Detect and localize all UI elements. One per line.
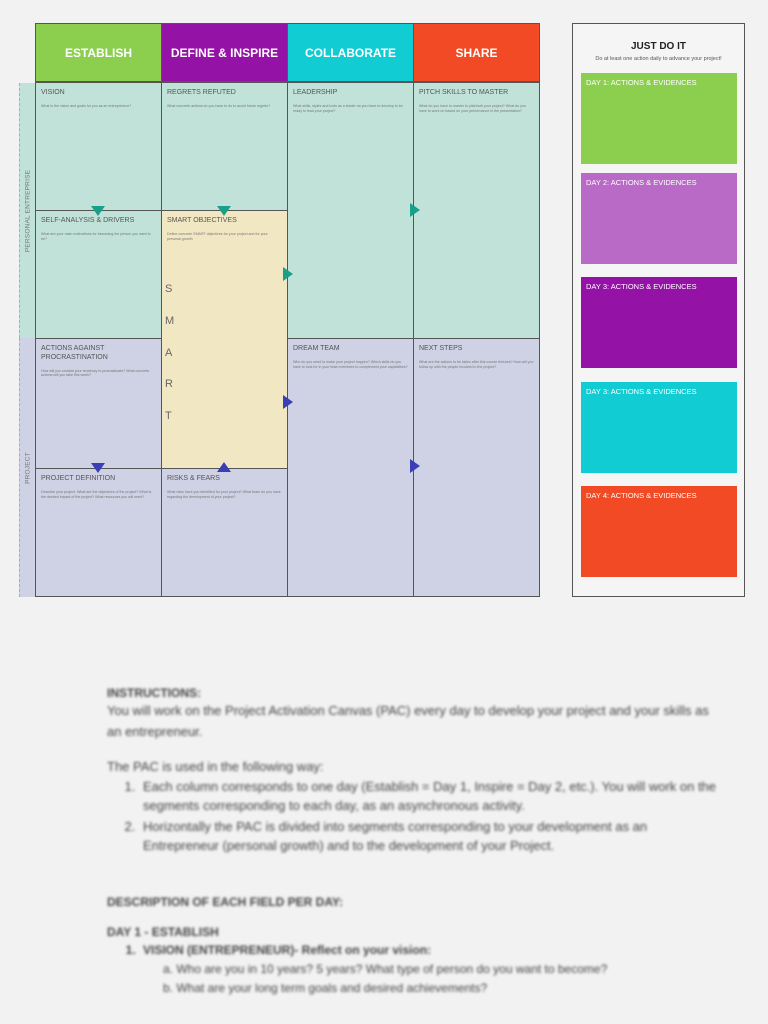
day1-sub-a: a. Who are you in 10 years? 5 years? What type of person do you want to become? [163,962,608,976]
smart-letter: S [165,283,173,295]
cell-title: VISION [41,89,65,96]
instructions-intro: You will work on the Project Activation Canvas (PAC) every day to develop your project and your skills as an entrepreneur. [107,703,709,739]
cell-title: NEXT STEPS [419,345,463,352]
cell-next-steps[interactable] [413,338,540,597]
side-personal [19,83,35,338]
just-do-it-panel [572,23,745,597]
cell-leadership[interactable] [287,82,414,339]
cell-risks-fears[interactable] [161,468,288,597]
arrow-right-icon [283,267,293,281]
list-item [139,941,717,998]
project-activation-canvas [35,23,540,597]
header-share: SHARE [413,23,540,82]
cell-actions-procrastination[interactable] [35,338,162,469]
cell-description: What concrete actions do you have to do to avoid future regrets? [167,103,271,108]
smart-letter: A [165,347,173,359]
day-label: DAY 3: ACTIONS & EVIDENCES [586,387,697,396]
instructions-list [139,777,717,855]
side-label-personal: PERSONAL ENTREPRISE [24,169,31,252]
smart-letter: M [165,315,175,327]
cell-description: What skills, styles and tools as a leader do you have to develop to be ready to lead your project? [293,103,403,113]
arrow-down-icon [217,206,231,216]
day-label: DAY 1: ACTIONS & EVIDENCES [586,78,697,87]
just-do-it-title: JUST DO IT [630,41,686,52]
header-define-inspire: DEFINE & INSPIRE [161,23,288,82]
cell-title: RISKS & FEARS [167,475,220,482]
day-box-5[interactable] [581,486,737,577]
cell-smart-objectives[interactable] [161,210,288,469]
cell-description: What are your main motivations for becoming the person you want to be? [41,231,151,241]
cell-description: How will you combat your tendency to procrastinate? What concrete actions will you take this week? [41,368,150,378]
description-heading: DESCRIPTION OF EACH FIELD PER DAY: [107,895,344,909]
day1-item: VISION (ENTREPRENEUR)- Reflect on your vision: [143,943,432,957]
cell-self-analysis[interactable] [35,210,162,339]
arrow-right-icon [283,395,293,409]
instructions-document [107,686,717,1000]
cell-description: What do you have to master to pitch/sell your project? What do you have to work on based on your performance in the presentation? [419,103,526,113]
smart-letter: T [165,410,172,422]
day1-heading: DAY 1 - ESTABLISH [107,925,219,939]
cell-description: What risks have you identified for your project? What fears do you have regarding the development of your project? [167,489,281,499]
cell-title: ACTIONS AGAINST PROCRASTINATION [41,345,108,361]
just-do-it-subtitle: Do at least one action daily to advance your project! [595,56,722,62]
cell-description: Define concrete SMART objectives for your project and for your personal growth [167,231,268,241]
day-box-1[interactable] [581,73,737,164]
arrow-down-icon [91,463,105,473]
cell-dream-team[interactable] [287,338,414,597]
side-label-project: PROJECT [24,451,31,484]
instructions-heading: INSTRUCTIONS: [107,686,201,700]
arrow-right-icon [410,459,420,473]
cell-description: What are the actions to be taken after this course finishes? How will you follow up with the people involved in the project? [419,359,534,369]
day-label: DAY 3: ACTIONS & EVIDENCES [586,282,697,291]
header-collaborate: COLLABORATE [287,23,414,82]
arrow-down-icon [91,206,105,216]
cell-title: SMART OBJECTIVES [167,217,237,224]
cell-regrets-refuted[interactable] [161,82,288,211]
day-box-2[interactable] [581,173,737,264]
day-label: DAY 4: ACTIONS & EVIDENCES [586,491,697,500]
arrow-up-icon [217,462,231,472]
cell-title: LEADERSHIP [293,89,338,96]
list-item: 2. Horizontally the PAC is divided into segments corresponding to your development as an Entrepreneur (personal growth) and to the development of your Project. [139,817,717,855]
cell-description: Who do you need to make your project happen? Which skills do you have to look for in your team members to complement your capabilities? [293,359,408,369]
cell-description: What is the vision and goals for you as an entrepreneur? [41,103,132,108]
cell-title: DREAM TEAM [293,345,340,352]
arrow-right-icon [410,203,420,217]
day1-sub-b: b. What are your long term goals and desired achievements? [163,981,488,995]
day-label: DAY 2: ACTIONS & EVIDENCES [586,178,697,187]
cell-title: PROJECT DEFINITION [41,475,116,482]
day1-list [139,941,717,998]
cell-vision[interactable] [35,82,162,211]
list-item: 1. Each column corresponds to one day (Establish = Day 1, Inspire = Day 2, etc.). You will work on the segments corresponding to each day, as an asynchronous activity. [139,777,717,815]
cell-description: Describe your project. What are the objectives of the project? What is the desired impact of the project? What resources you will need? [41,489,152,499]
instructions-usage: The PAC is used in the following way: [107,759,324,774]
day-box-4[interactable] [581,382,737,473]
day-box-3[interactable] [581,277,737,368]
smart-letter: R [165,378,173,390]
cell-pitch-skills[interactable] [413,82,540,339]
cell-title: REGRETS REFUTED [167,89,236,96]
cell-title: PITCH SKILLS TO MASTER [419,89,509,96]
side-project [19,338,35,597]
cell-project-definition[interactable] [35,468,162,597]
cell-title: SELF-ANALYSIS & DRIVERS [41,217,135,224]
header-establish: ESTABLISH [35,23,162,82]
